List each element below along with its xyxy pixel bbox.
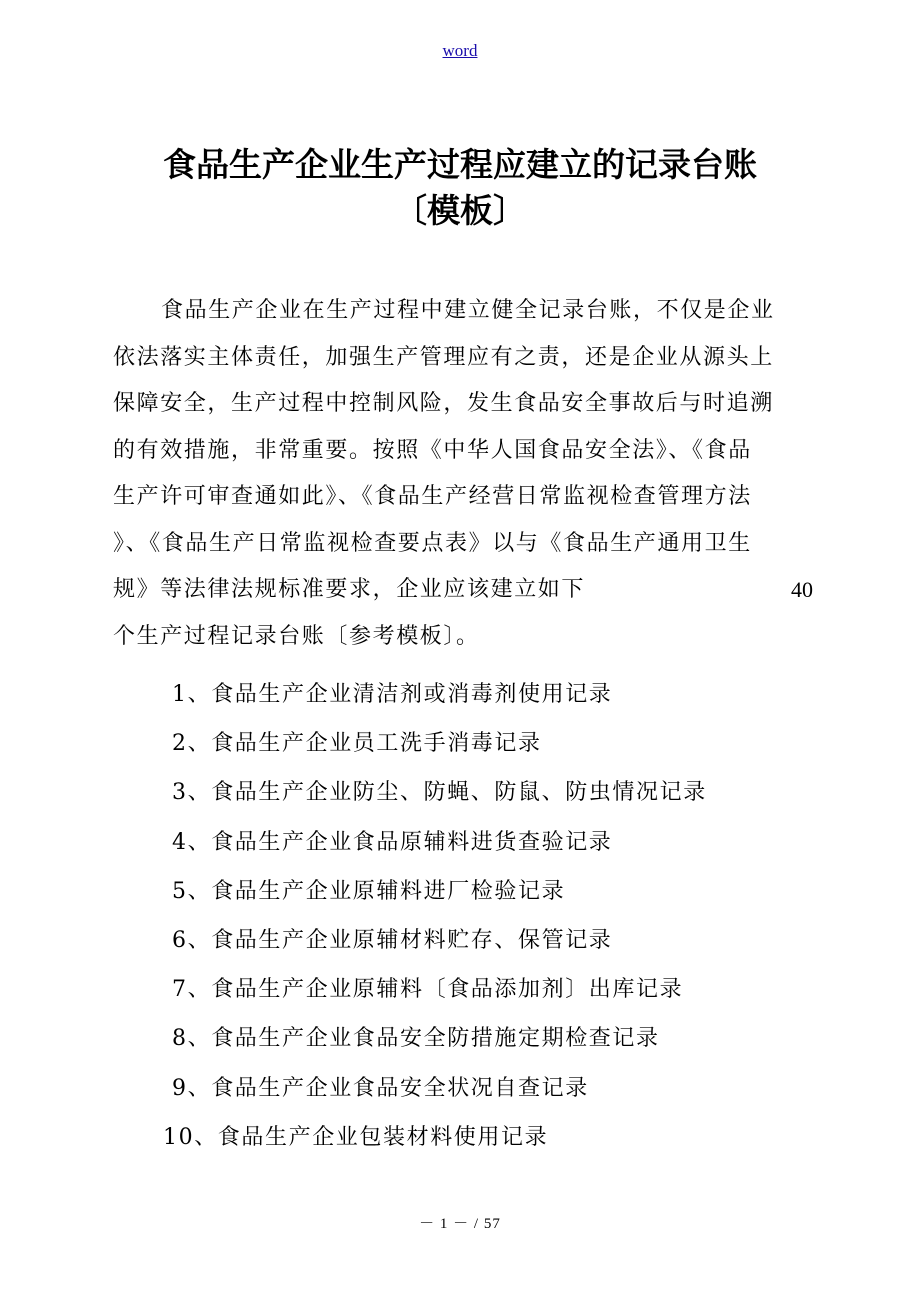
- list-item: 8、食品生产企业食品安全防措施定期检查记录: [172, 1026, 660, 1052]
- list-item: 7、食品生产企业原辅料〔食品添加剂〕出库记录: [172, 977, 684, 1003]
- title-line-2: 〔模板〕: [394, 191, 526, 230]
- intro-paragraph: [113, 288, 813, 660]
- list-item: 9、食品生产企业食品安全状况自查记录: [172, 1075, 589, 1101]
- page-number: － 1 － / 57: [419, 1216, 501, 1232]
- list-item: 1、食品生产企业清洁剂或消毒剂使用记录: [172, 682, 613, 707]
- intro-line-6: 》、《食品生产日常监视检查要点表》以与《食品生产通用卫生: [113, 530, 752, 556]
- list-item: 5、食品生产企业原辅料进厂检验记录: [172, 878, 566, 904]
- title-line-1: 食品生产企业生产过程应建立的记录台账: [163, 145, 757, 184]
- intro-line-7: [113, 567, 813, 614]
- intro-line-2: 依法落实主体责任，加强生产管理应有之责，还是企业从源头上: [113, 344, 774, 370]
- list-item: 4、食品生产企业食品原辅料进货查验记录: [172, 829, 613, 855]
- intro-line-7-text: 规》等法律法规标准要求，企业应该建立如下: [113, 577, 586, 602]
- intro-line-3: 保障安全，生产过程中控制风险，发生食品安全事故后与时追溯: [113, 391, 774, 416]
- intro-line-4: 的有效措施，非常重要。按照《中华人国食品安全法》、《食品: [113, 437, 752, 463]
- header-word-link[interactable]: word: [442, 41, 478, 60]
- list-item: 2、食品生产企业员工洗手消毒记录: [172, 731, 542, 757]
- list-item: 10、食品生产企业包装材料使用记录: [163, 1124, 549, 1150]
- intro-record-count: 40: [791, 577, 813, 602]
- intro-line-5: 生产许可审查通如此》、《食品生产经营日常监视检查管理方法: [113, 484, 752, 509]
- intro-line-1: 食品生产企业在生产过程中建立健全记录台账，不仅是企业: [161, 298, 775, 323]
- list-item: 3、食品生产企业防尘、防蝇、防鼠、防虫情况记录: [172, 780, 707, 806]
- record-list: [163, 670, 707, 1162]
- list-item: 6、食品生产企业原辅材料贮存、保管记录: [172, 927, 613, 953]
- intro-line-8: 个生产过程记录台账〔参考模板〕。: [113, 623, 480, 649]
- document-title: [0, 142, 920, 234]
